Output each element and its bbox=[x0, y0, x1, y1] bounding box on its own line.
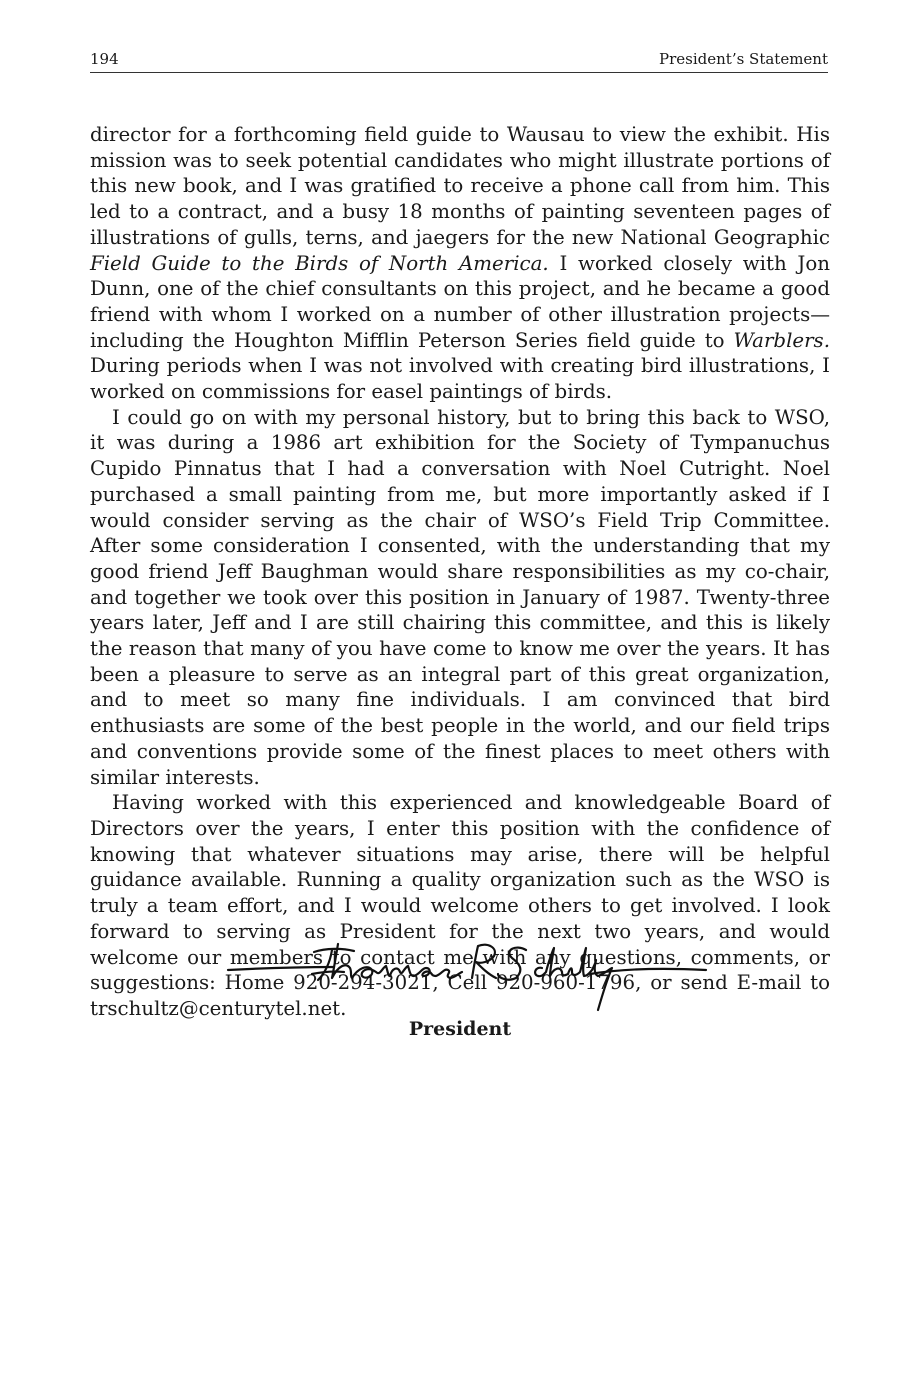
paragraph-1 bbox=[90, 122, 830, 405]
running-head: President’s Statement bbox=[659, 50, 828, 68]
page-header bbox=[90, 50, 828, 73]
paragraph-1-text-b: I worked closely with Jon Dunn, one of the chief consultants on this project, and he became a good friend with whom I worked on a number of other illustration projects—including the Houghton Mifflin Peterson Series field guide to bbox=[90, 251, 830, 352]
book-title-warblers: Warblers. bbox=[733, 328, 830, 352]
signature-image bbox=[226, 938, 708, 1022]
paragraph-1-text-a: director for a forthcoming field guide to Wausau to view the exhibit. His mission was to seek potential candidates who might illustrate portions of this new book, and I was gratified to receive a phone call from him. This led to a contract, and a busy 18 months of painting seventeen pages of illustrations of gulls, terns, and jaegers for the new National Geographic bbox=[90, 123, 830, 249]
page-number: 194 bbox=[90, 50, 119, 68]
book-title-field-guide: Field Guide to the Birds of North America. bbox=[90, 251, 549, 275]
paragraph-3: Having worked with this experienced and knowledgeable Board of Directors over the years, I enter this position with the confidence of knowing that whatever situations may arise, there will be helpful guidance available. Running a quality organization such as the WSO is truly a team effort, and I would welcome others to get involved. I look forward to serving as President for the next two years, and would welcome our members to contact me with any questions, comments, or suggestions: Home 920-294-3021, Cell 920-960-1796, or send E-mail to trschultz@centurytel.net. bbox=[90, 791, 830, 1020]
paragraph-2: I could go on with my personal history, but to bring this back to WSO, it was during a 1986 art exhibition for the Society of Tympanuchus Cupido Pinnatus that I had a conversation with Noel Cutright. Noel purchased a small painting from me, but more importantly asked if I would consider serving as the chair of WSO’s Field Trip Committee. After some consideration I consented, with the understanding that my good friend Jeff Baughman would share responsibilities as my co-chair, and together we took over this position in January of 1987. Twenty-three years later, Jeff and I are still chairing this committee, and this is likely the reason that many of you have come to know me over the years. It has been a pleasure to serve as an integral part of this great organization, and to meet so many fine individuals. I am convinced that bird enthusiasts are some of the best people in the world, and our field trips and conventions provide some of the finest places to meet others with similar interests. bbox=[90, 405, 830, 789]
handwritten-signature bbox=[226, 938, 708, 1022]
signoff-title: President bbox=[408, 1018, 512, 1040]
article-body bbox=[90, 122, 830, 1022]
paragraph-1-text-c: During periods when I was not involved with creating bird illustrations, I worked on commissions for easel paintings of birds. bbox=[90, 354, 830, 404]
